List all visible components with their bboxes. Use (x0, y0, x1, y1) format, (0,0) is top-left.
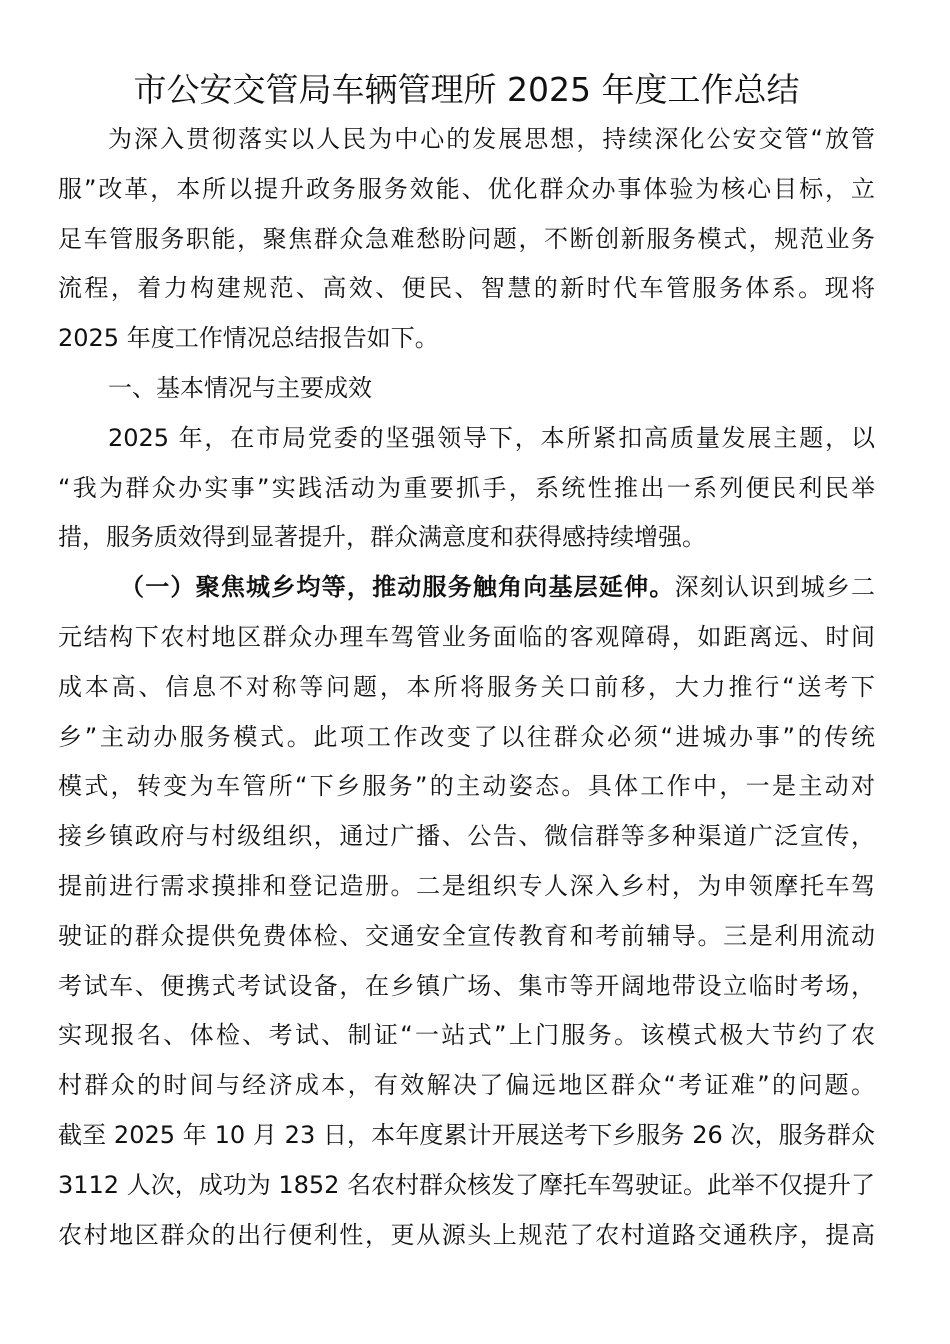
section-1-heading: （一）聚焦城乡均等，推动服务触角向基层延伸。 (120, 573, 675, 602)
document-page (58, 65, 875, 1260)
paragraph-line: 乡”主动办服务模式。此项工作改变了以往群众必须“进城办事”的传统 (58, 722, 875, 751)
section-1-first-line (58, 563, 875, 613)
paragraph-line: 驶证的群众提供免费体检、交通安全宣传教育和考前辅导。三是利用流动 (58, 921, 875, 950)
paragraph-line: 实现报名、体检、考试、制证“一站式”上门服务。该模式极大节约了农 (58, 1021, 875, 1050)
paragraph-line: 3112 人次，成功为 1852 名农村群众核发了摩托车驾驶证。此举不仅提升了 (58, 1170, 875, 1199)
paragraph-line: 2025 年，在市局党委的坚强领导下，本所紧扣高质量发展主题，以 (108, 423, 875, 452)
paragraph-line: 一、基本情况与主要成效 (108, 373, 372, 402)
section-1 (58, 563, 875, 1260)
paragraph-line: 接乡镇政府与村级组织，通过广播、公告、微信群等多种渠道广泛宣传， (58, 822, 875, 851)
paragraph-line: 2025 年度工作情况总结报告如下。 (58, 324, 439, 353)
paragraph-line: 足车管服务职能，聚焦群众急难愁盼问题，不断创新服务模式，规范业务 (58, 224, 875, 253)
document-title: 市公安交管局车辆管理所 2025 年度工作总结 (133, 70, 800, 109)
paragraph-line: 措，服务质效得到显著提升，群众满意度和获得感持续增强。 (58, 523, 706, 552)
paragraph (58, 115, 875, 364)
paragraph-line: 考试车、便携式考试设备，在乡镇广场、集市等开阔地带设立临时考场， (58, 971, 875, 1000)
document-body (58, 115, 875, 563)
paragraph-line: 农村地区群众的出行便利性，更从源头上规范了农村道路交通秩序，提高 (58, 1220, 875, 1249)
paragraph-line: “我为群众办实事”实践活动为重要抓手，系统性推出一系列便民利民举 (58, 473, 875, 502)
paragraph-line: 截至 2025 年 10 月 23 日，本年度累计开展送考下乡服务 26 次，服务群众 (58, 1120, 875, 1149)
paragraph-line: 村群众的时间与经济成本，有效解决了偏远地区群众“考证难”的问题。 (58, 1071, 875, 1100)
paragraph-line: 流程，着力构建规范、高效、便民、智慧的新时代车管服务体系。现将 (58, 274, 875, 303)
paragraph-line: 模式，转变为车管所“下乡服务”的主动姿态。具体工作中，一是主动对 (58, 772, 875, 801)
section-1-text: 深刻认识到城乡二 (674, 573, 875, 602)
paragraph-line: 为深入贯彻落实以人民为中心的发展思想，持续深化公安交管“放管 (108, 125, 875, 153)
paragraph-line: 元结构下农村地区群众办理车驾管业务面临的客观障碍，如距离远、时间 (58, 622, 875, 651)
paragraph-line: 服”改革，本所以提升政务服务效能、优化群众办事体验为核心目标，立 (58, 174, 875, 203)
paragraph-line: 成本高、信息不对称等问题，本所将服务关口前移，大力推行“送考下 (58, 672, 875, 701)
paragraph-line: 提前进行需求摸排和登记造册。二是组织专人深入乡村，为申领摩托车驾 (58, 871, 875, 900)
paragraph (58, 364, 875, 414)
paragraph (58, 414, 875, 563)
